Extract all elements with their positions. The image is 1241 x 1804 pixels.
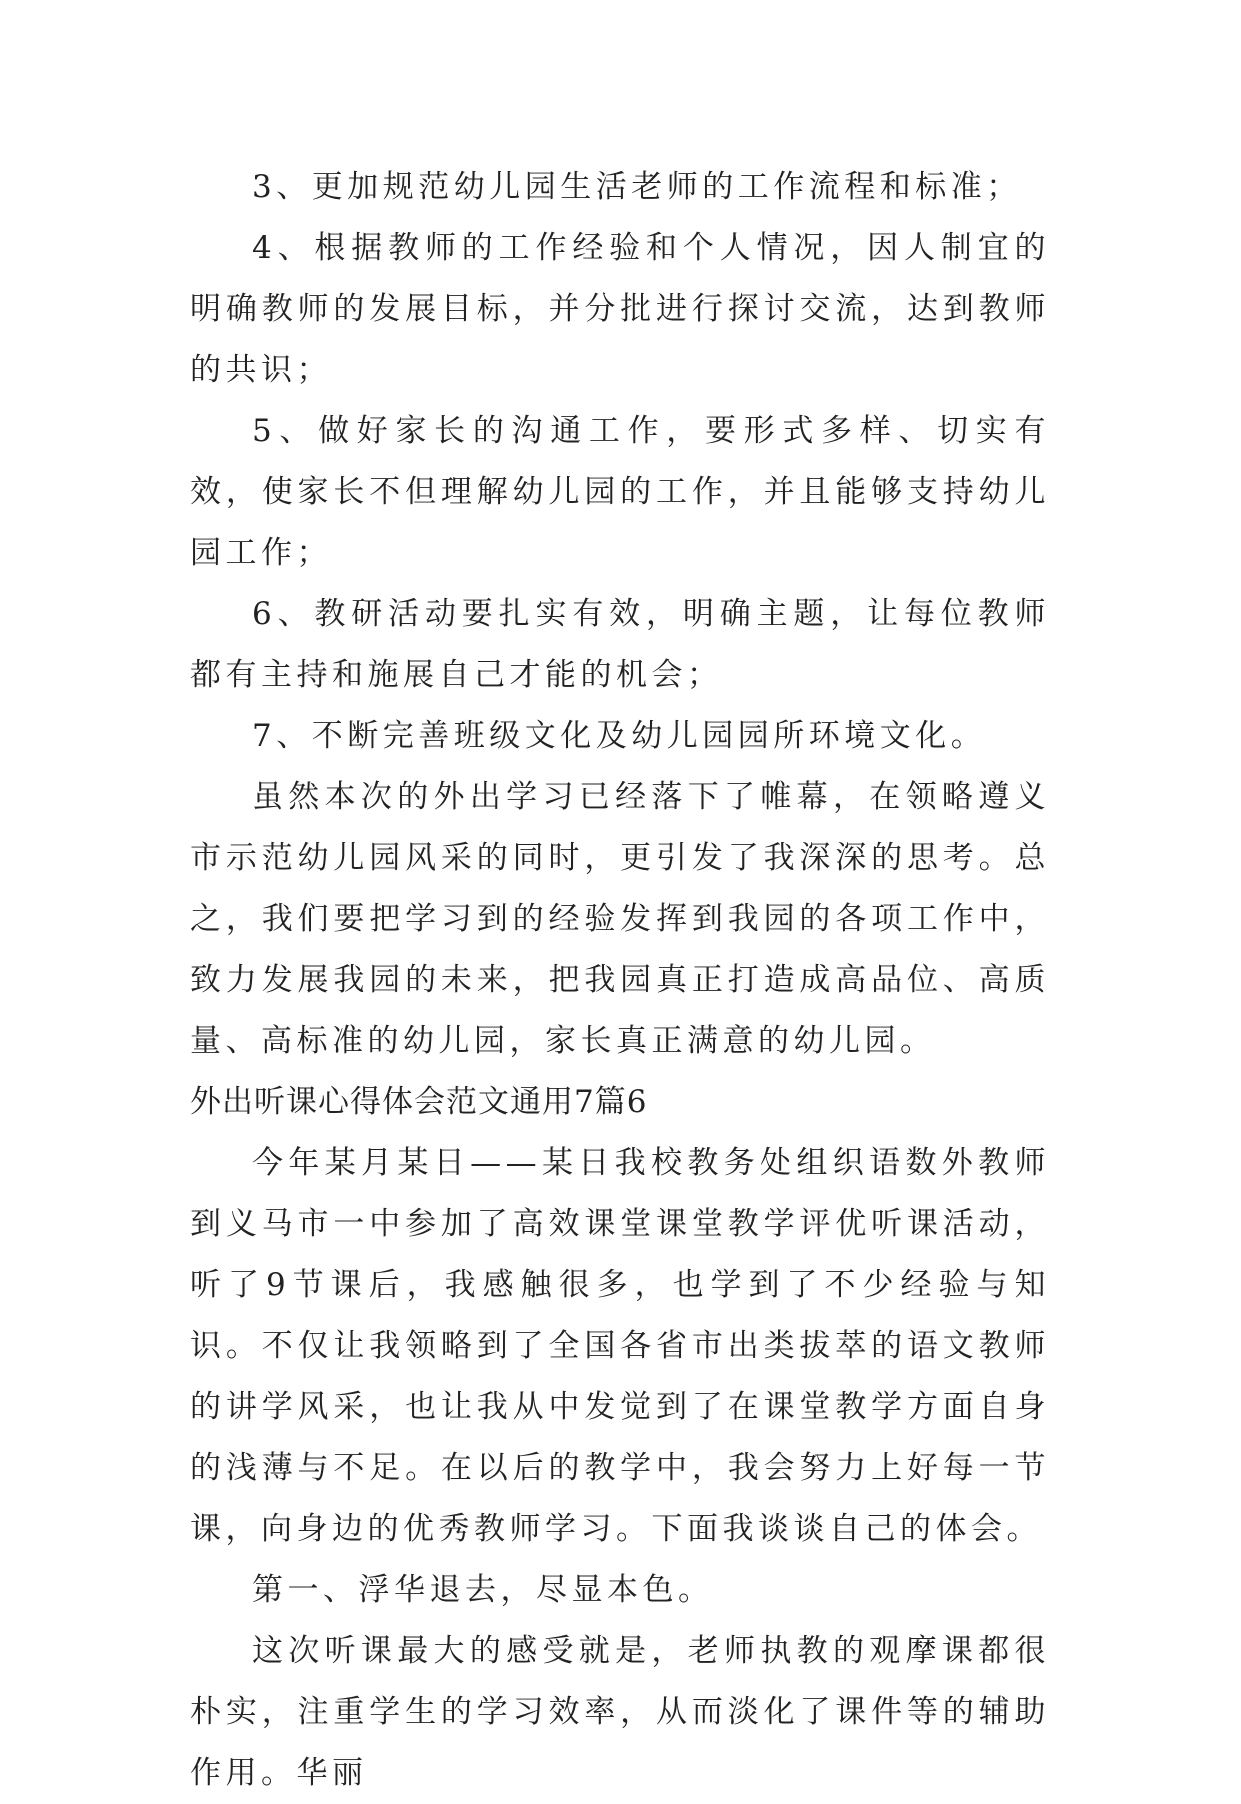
paragraph-point-1-body: 这次听课最大的感受就是，老师执教的观摩课都很朴实，注重学生的学习效率，从而淡化了课件等的辅助作用。华丽 — [190, 1633, 1050, 1791]
paragraph-item-4: 4、根据教师的工作经验和个人情况，因人制宜的明确教师的发展目标，并分批进行探讨交流，达到教师的共识； — [190, 230, 1050, 388]
paragraph-item-3: 3、更加规范幼儿园生活老师的工作流程和标准； — [252, 169, 1022, 205]
paragraph-item-5: 5、做好家长的沟通工作，要形式多样、切实有效，使家长不但理解幼儿园的工作，并且能够支持幼儿园工作； — [190, 413, 1050, 571]
section-heading: 外出听课心得体会范文通用7篇6 — [190, 1084, 648, 1120]
paragraph-item-7: 7、不断完善班级文化及幼儿园园所环境文化。 — [252, 718, 987, 754]
paragraph-item-6: 6、教研活动要扎实有效，明确主题，让每位教师都有主持和施展自己才能的机会； — [190, 596, 1050, 693]
paragraph-point-1-title: 第一、浮华退去，尽显本色。 — [252, 1572, 714, 1608]
paragraph-intro: 今年某月某日——某日我校教务处组织语数外教师到义马市一中参加了高效课堂课堂教学评优听课活动，听了9节课后，我感触很多，也学到了不少经验与知识。不仅让我领略到了全国各省市出类拔萃的语文教师的讲学风采，也让我从中发觉到了在课堂教学方面自身的浅薄与不足。在以后的教学中，我会努力上好每一节课，向身边的优秀教师学习。下面我谈谈自己的体会。 — [190, 1145, 1050, 1547]
paragraph-summary: 虽然本次的外出学习已经落下了帷幕，在领略遵义市示范幼儿园风采的同时，更引发了我深深的思考。总之，我们要把学习到的经验发挥到我园的各项工作中，致力发展我园的未来，把我园真正打造成高品位、高质量、高标准的幼儿园，家长真正满意的幼儿园。 — [190, 779, 1050, 1059]
document-body — [190, 157, 1050, 1804]
